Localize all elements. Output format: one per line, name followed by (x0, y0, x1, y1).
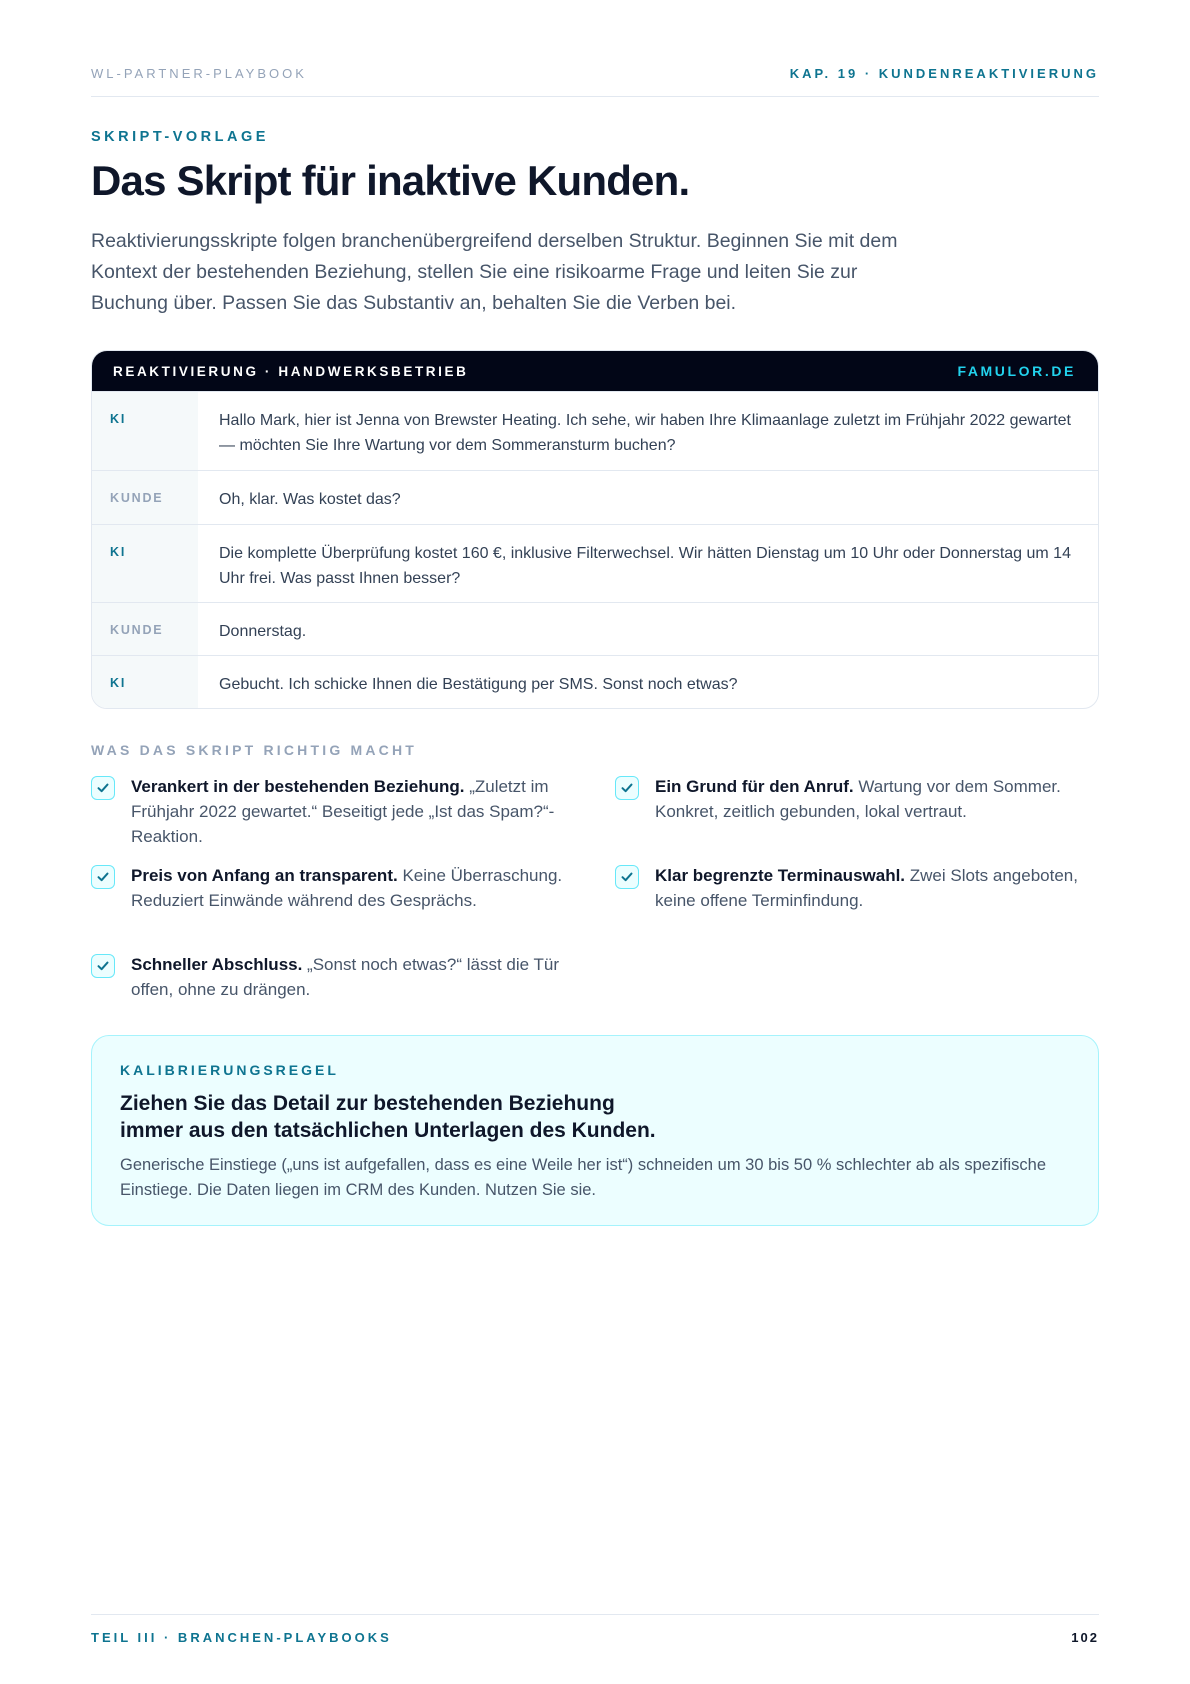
script-line: Oh, klar. Was kostet das? (219, 491, 401, 508)
script-row (92, 470, 1098, 524)
checklist-item (91, 863, 571, 913)
speaker-label: KI (92, 392, 198, 470)
speaker-label: KUNDE (92, 471, 198, 524)
checklist-item (91, 952, 571, 1002)
running-header-chapter: KAP. 19 · KUNDENREAKTIVIERUNG (789, 66, 1099, 81)
page (91, 0, 1099, 1684)
speaker-label: KI (92, 525, 198, 602)
footer-section: TEIL III · BRANCHEN-PLAYBOOKS (91, 1630, 392, 1645)
page-title: Das Skript für inaktive Kunden. (91, 157, 690, 204)
footer-divider (91, 1614, 1099, 1615)
script-row (92, 391, 1098, 470)
script-card-brand: FAMULOR.DE (957, 363, 1076, 379)
script-line: Donnerstag. (219, 623, 307, 640)
calibration-label: KALIBRIERUNGSREGEL (120, 1062, 339, 1078)
script-row (92, 602, 1098, 655)
checklist-item-text: Keine Überraschung. Reduziert Einwände während des Gesprächs. (131, 866, 563, 910)
checklist-item-text: Zwei Slots angeboten, keine offene Terminfindung. (655, 866, 1078, 910)
lead-paragraph: Reaktivierungsskripte folgen branchenübergreifend derselben Struktur. Beginnen Sie mit dem Kontext der bestehenden Beziehung, stellen Sie eine risikoarme Frage und leiten Sie zur Buchung über. Passen Sie das Substantiv an, behalten Sie die Verben bei. (91, 230, 898, 314)
calibration-callout (91, 1035, 1099, 1226)
checklist-heading: WAS DAS SKRIPT RICHTIG MACHT (91, 742, 418, 758)
script-card-header (92, 351, 1098, 391)
script-row (92, 655, 1098, 709)
speaker-label: KUNDE (92, 603, 198, 655)
check-icon (91, 865, 115, 889)
script-card (91, 350, 1099, 709)
speaker-label: KI (92, 656, 198, 709)
running-header-book-title: WL-PARTNER-PLAYBOOK (91, 66, 307, 81)
page-number: 102 (1071, 1630, 1099, 1645)
checklist-item-text: „Sonst noch etwas?“ lässt die Tür offen, ohne zu drängen. (131, 955, 560, 999)
calibration-title (120, 1090, 1070, 1144)
calibration-body: Generische Einstiege („uns ist aufgefallen, dass es eine Weile her ist“) schneiden um 30 bis 50 % schlechter ab als spezifische Einstiege. Die Daten liegen im CRM des Kunden. Nutzen Sie sie. (120, 1156, 1047, 1199)
checklist-item (91, 774, 571, 849)
checklist-item-lead: Verankert in der bestehenden Beziehung. (131, 777, 470, 796)
script-line: Hallo Mark, hier ist Jenna von Brewster Heating. Ich sehe, wir haben Ihre Klimaanlage zuletzt im Frühjahr 2022 gewartet — möchten Sie Ihre Wartung vor dem Sommeransturm buchen? (219, 412, 1071, 454)
script-card-label: REAKTIVIERUNG · HANDWERKSBETRIEB (113, 363, 469, 379)
checklist-item (615, 863, 1095, 913)
script-line: Die komplette Überprüfung kostet 160 €, inklusive Filterwechsel. Wir hätten Dienstag um 10 Uhr oder Donnerstag um 14 Uhr frei. Was passt Ihnen besser? (219, 545, 1071, 587)
section-eyebrow: SKRIPT-VORLAGE (91, 129, 269, 145)
checklist-item (615, 774, 1095, 824)
script-line: Gebucht. Ich schicke Ihnen die Bestätigung per SMS. Sonst noch etwas? (219, 676, 738, 693)
check-icon (615, 865, 639, 889)
header-divider (91, 96, 1099, 97)
calibration-title-line: Ziehen Sie das Detail zur bestehenden Beziehung (120, 1092, 615, 1115)
check-icon (91, 776, 115, 800)
running-header (91, 66, 1099, 81)
check-icon (615, 776, 639, 800)
checklist-item-lead: Ein Grund für den Anruf. (655, 777, 859, 796)
checklist-item-lead: Preis von Anfang an transparent. (131, 866, 403, 885)
checklist-item-lead: Klar begrenzte Terminauswahl. (655, 866, 910, 885)
check-icon (91, 954, 115, 978)
checklist-item-text: „Zuletzt im Frühjahr 2022 gewartet.“ Beseitigt jede „Ist das Spam?“-Reaktion. (131, 777, 555, 846)
checklist-item-lead: Schneller Abschluss. (131, 955, 308, 974)
calibration-title-line: immer aus den tatsächlichen Unterlagen des Kunden. (120, 1119, 656, 1142)
checklist-item-text: Wartung vor dem Sommer. Konkret, zeitlich gebunden, lokal vertraut. (655, 777, 1061, 821)
script-row (92, 524, 1098, 602)
